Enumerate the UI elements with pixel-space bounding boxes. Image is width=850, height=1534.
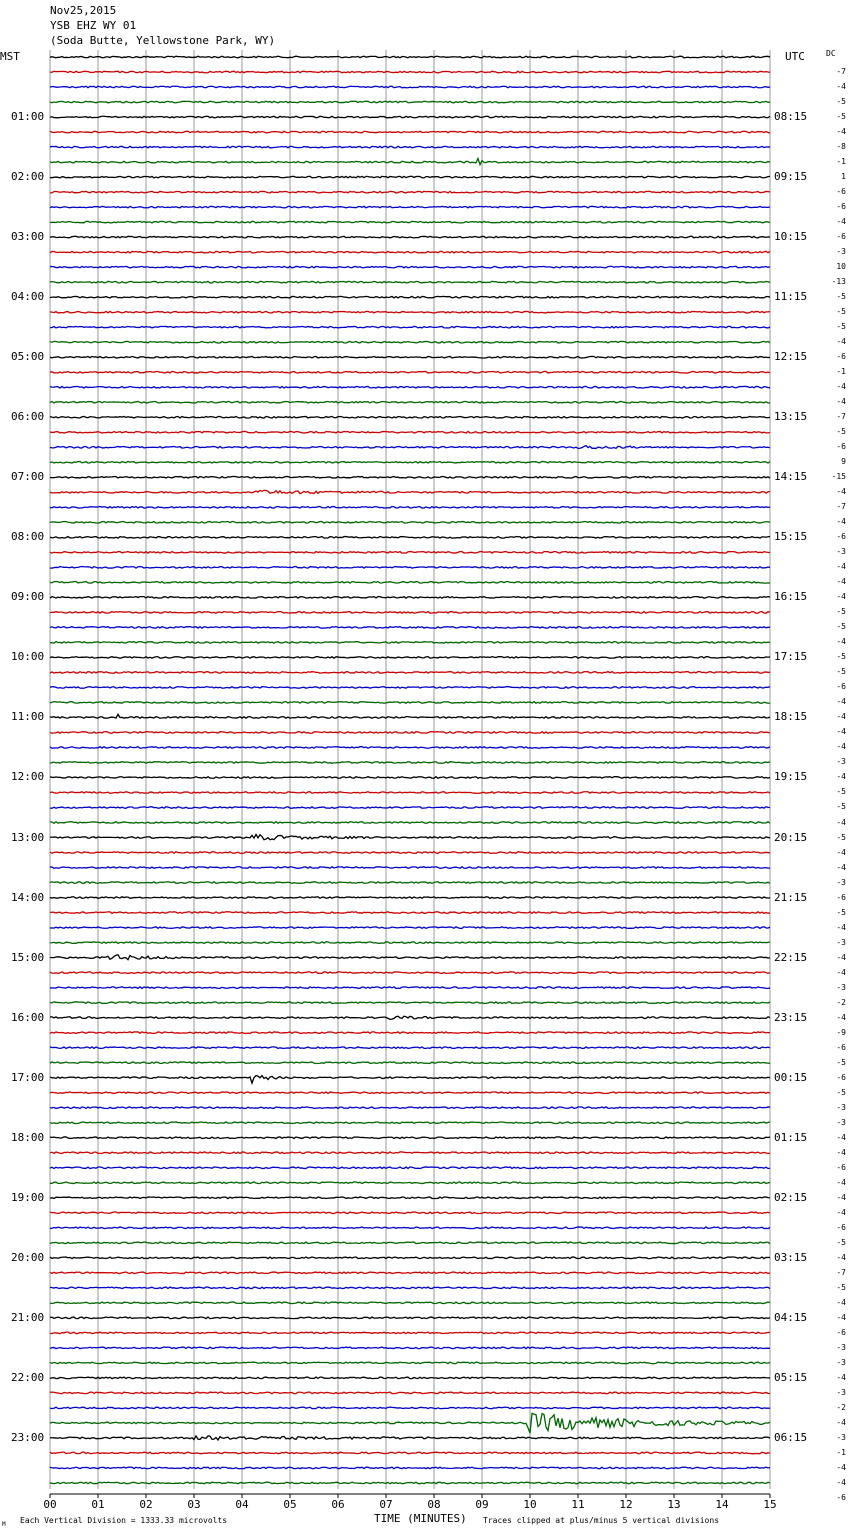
- dc-offset-value: -2: [836, 997, 846, 1007]
- dc-offset-value: -4: [836, 712, 846, 722]
- right-axis-title: UTC: [785, 50, 805, 63]
- trace-line-79: [50, 1242, 770, 1244]
- x-tick-label: 02: [139, 1498, 153, 1511]
- trace-line-75: [50, 1182, 770, 1184]
- mst-hour-label: 16:00: [11, 1010, 45, 1024]
- trace-line-12: [50, 236, 770, 238]
- trace-line-84: [50, 1317, 770, 1319]
- dc-offset-value: -4: [836, 817, 846, 827]
- dc-offset-value: -4: [836, 562, 846, 572]
- x-tick-label: 01: [91, 1498, 105, 1511]
- trace-line-23: [50, 401, 770, 403]
- dc-offset-value: -4: [836, 127, 846, 137]
- dc-offset-value: -4: [836, 1462, 846, 1472]
- trace-line-33: [50, 552, 770, 554]
- plot-date: Nov25,2015: [50, 4, 117, 17]
- dc-offset-value: -5: [836, 307, 846, 317]
- dc-offset-value: -5: [836, 622, 846, 632]
- utc-hour-label: 00:15: [774, 1070, 808, 1084]
- dc-offset-value: -4: [836, 922, 846, 932]
- dc-offset-value: -5: [836, 1087, 846, 1097]
- dc-offset-value: 1: [841, 172, 846, 182]
- utc-hour-label: 14:15: [774, 470, 808, 484]
- dc-offset-value: -6: [836, 1162, 846, 1172]
- x-axis-label: TIME (MINUTES): [374, 1512, 467, 1525]
- dc-offset-value: -4: [836, 1372, 846, 1382]
- trace-line-39: [50, 642, 770, 644]
- x-tick-label: 04: [235, 1498, 249, 1511]
- trace-line-45: [50, 732, 770, 734]
- x-tick-label: 12: [619, 1498, 633, 1511]
- trace-line-53: [50, 852, 770, 854]
- trace-line-81: [50, 1272, 770, 1274]
- clip-note: Traces clipped at plus/minus 5 vertical divisions: [483, 1516, 720, 1525]
- utc-hour-label: 03:15: [774, 1250, 808, 1264]
- dc-offset-value: -1: [836, 1447, 846, 1457]
- trace-line-69: [50, 1092, 770, 1094]
- dc-offset-value: -4: [836, 592, 846, 602]
- trace-line-88: [50, 1377, 770, 1379]
- mst-hour-label: 10:00: [11, 650, 45, 664]
- dc-offset-value: -5: [836, 112, 846, 122]
- dc-offset-value: -6: [836, 232, 846, 242]
- dc-offset-value: -3: [836, 877, 846, 887]
- x-tick-label: 15: [763, 1498, 777, 1511]
- dc-offset-value: -5: [836, 802, 846, 812]
- mst-hour-label: 23:00: [11, 1430, 45, 1444]
- trace-line-47: [50, 762, 770, 764]
- mst-hour-label: 17:00: [11, 1070, 45, 1084]
- dc-offset-value: -6: [836, 1042, 846, 1052]
- trace-line-20: [50, 356, 770, 358]
- dc-label: DC: [826, 49, 836, 58]
- dc-offset-value: -3: [836, 982, 846, 992]
- dc-offset-value: -4: [836, 1312, 846, 1322]
- dc-offset-value: -3: [836, 1432, 846, 1442]
- dc-offset-value: -4: [836, 742, 846, 752]
- dc-offset-value: -6: [836, 532, 846, 542]
- trace-line-35: [50, 582, 770, 584]
- utc-hour-label: 16:15: [774, 590, 808, 604]
- trace-line-49: [50, 792, 770, 794]
- dc-offset-value: -7: [836, 1267, 846, 1277]
- dc-offset-value: -4: [836, 1012, 846, 1022]
- trace-line-72: [50, 1137, 770, 1139]
- mst-hour-label: 12:00: [11, 770, 45, 784]
- mst-hour-label: 18:00: [11, 1130, 45, 1144]
- dc-offset-value: -5: [836, 787, 846, 797]
- utc-hour-label: 02:15: [774, 1190, 808, 1204]
- trace-line-85: [50, 1332, 770, 1334]
- mst-hour-label: 03:00: [11, 230, 45, 244]
- trace-line-50: [50, 807, 770, 809]
- trace-line-80: [50, 1257, 770, 1259]
- dc-offset-value: -3: [836, 757, 846, 767]
- trace-line-11: [50, 221, 770, 223]
- dc-offset-value: 10: [836, 262, 846, 272]
- trace-line-18: [50, 326, 770, 328]
- utc-hour-label: 10:15: [774, 230, 808, 244]
- dc-offset-value: -5: [836, 322, 846, 332]
- dc-offset-value: -4: [836, 1207, 846, 1217]
- utc-hour-label: 23:15: [774, 1010, 808, 1024]
- mst-hour-label: 06:00: [11, 410, 45, 424]
- dc-offset-value: -5: [836, 907, 846, 917]
- trace-line-68: [50, 1076, 770, 1084]
- dc-offset-value: -7: [836, 412, 846, 422]
- trace-line-7: [50, 158, 770, 164]
- trace-line-70: [50, 1107, 770, 1109]
- dc-offset-value: -4: [836, 1477, 846, 1487]
- trace-line-58: [50, 927, 770, 929]
- utc-hour-label: 13:15: [774, 410, 808, 424]
- utc-hour-label: 20:15: [774, 830, 808, 844]
- utc-hour-label: 06:15: [774, 1430, 808, 1444]
- dc-offset-value: -3: [836, 1102, 846, 1112]
- dc-offset-value: -13: [831, 277, 846, 287]
- dc-offset-value: -6: [836, 442, 846, 452]
- x-tick-label: 14: [715, 1498, 729, 1511]
- dc-offset-value: -4: [836, 952, 846, 962]
- mst-hour-label: 13:00: [11, 830, 45, 844]
- dc-offset-value: -1: [836, 367, 846, 377]
- dc-offset-value: -4: [836, 337, 846, 347]
- dc-offset-value: -4: [836, 727, 846, 737]
- utc-hour-label: 15:15: [774, 530, 808, 544]
- dc-offset-value: -6: [836, 1072, 846, 1082]
- dc-offset-value: -4: [836, 487, 846, 497]
- trace-line-9: [50, 191, 770, 193]
- dc-offset-value: -3: [836, 247, 846, 257]
- dc-offset-value: -3: [836, 1357, 846, 1367]
- mst-hour-label: 21:00: [11, 1310, 45, 1324]
- trace-line-48: [50, 777, 770, 779]
- trace-line-28: [50, 476, 770, 478]
- trace-line-25: [50, 431, 770, 433]
- trace-line-59: [50, 942, 770, 944]
- trace-line-4: [50, 116, 770, 118]
- utc-hour-label: 04:15: [774, 1310, 808, 1324]
- x-tick-label: 05: [283, 1498, 297, 1511]
- mst-hour-label: 14:00: [11, 890, 45, 904]
- dc-offset-value: -6: [836, 1222, 846, 1232]
- dc-offset-value: -5: [836, 1237, 846, 1247]
- dc-offset-value: -5: [836, 667, 846, 677]
- dc-offset-value: -4: [836, 967, 846, 977]
- mst-hour-label: 11:00: [11, 710, 45, 724]
- dc-offset-value: -5: [836, 607, 846, 617]
- dc-offset-value: -8: [836, 142, 846, 152]
- trace-line-41: [50, 672, 770, 674]
- trace-line-43: [50, 702, 770, 704]
- trace-line-13: [50, 251, 770, 253]
- mst-hour-label: 15:00: [11, 950, 45, 964]
- x-tick-label: 00: [43, 1498, 57, 1511]
- dc-offset-value: -2: [836, 1402, 846, 1412]
- trace-line-62: [50, 987, 770, 989]
- dc-offset-value: -4: [836, 1297, 846, 1307]
- trace-line-15: [50, 281, 770, 283]
- trace-line-63: [50, 1002, 770, 1004]
- utc-hour-label: 11:15: [774, 290, 808, 304]
- utc-hour-label: 09:15: [774, 170, 808, 184]
- mst-hour-label: 01:00: [11, 110, 45, 124]
- trace-line-3: [50, 101, 770, 103]
- dc-offset-value: -5: [836, 652, 846, 662]
- trace-line-95: [50, 1482, 770, 1484]
- trace-line-54: [50, 867, 770, 869]
- dc-offset-value: -5: [836, 1057, 846, 1067]
- mst-hour-label: 04:00: [11, 290, 45, 304]
- trace-line-91: [50, 1413, 770, 1433]
- dc-offset-value: -15: [831, 472, 846, 482]
- trace-line-26: [50, 446, 770, 449]
- dc-offset-value: -7: [836, 67, 846, 76]
- trace-line-90: [50, 1407, 770, 1409]
- dc-offset-value: -5: [836, 1282, 846, 1292]
- trace-line-61: [50, 972, 770, 974]
- dc-offset-value: -4: [836, 1417, 846, 1427]
- dc-offset-value: -4: [836, 697, 846, 707]
- mst-hour-label: 20:00: [11, 1250, 45, 1264]
- trace-line-78: [50, 1227, 770, 1229]
- trace-line-5: [50, 131, 770, 133]
- left-axis-title: MST: [0, 50, 20, 63]
- utc-hour-label: 19:15: [774, 770, 808, 784]
- mst-hour-label: 09:00: [11, 590, 45, 604]
- trace-line-0: [50, 56, 770, 58]
- trace-line-74: [50, 1167, 770, 1169]
- trace-line-17: [50, 311, 770, 313]
- mst-hour-label: 05:00: [11, 350, 45, 364]
- seismic-traces: [50, 56, 770, 1484]
- dc-offset-value: -4: [836, 1132, 846, 1142]
- trace-line-77: [50, 1212, 770, 1214]
- trace-line-86: [50, 1347, 770, 1349]
- trace-line-1: [50, 71, 770, 73]
- trace-line-64: [50, 1016, 770, 1019]
- dc-offset-value: -5: [836, 97, 846, 107]
- corner-mark: M: [2, 1521, 6, 1528]
- dc-offset-value: -4: [836, 637, 846, 647]
- x-tick-label: 08: [427, 1498, 441, 1511]
- trace-line-31: [50, 522, 770, 524]
- trace-line-2: [50, 86, 770, 88]
- trace-line-55: [50, 882, 770, 884]
- trace-line-83: [50, 1302, 770, 1304]
- x-tick-label: 07: [379, 1498, 393, 1511]
- x-tick-label: 06: [331, 1498, 345, 1511]
- dc-offset-value: -4: [836, 517, 846, 527]
- trace-line-65: [50, 1032, 770, 1034]
- trace-line-24: [50, 416, 770, 418]
- mst-hour-label: 08:00: [11, 530, 45, 544]
- dc-offset-value: -6: [836, 187, 846, 197]
- trace-line-93: [50, 1452, 770, 1454]
- dc-offset-value: -6: [836, 682, 846, 692]
- trace-line-89: [50, 1392, 770, 1394]
- utc-hour-label: 21:15: [774, 890, 808, 904]
- x-tick-label: 10: [523, 1498, 537, 1511]
- mst-hour-label: 19:00: [11, 1190, 45, 1204]
- trace-line-42: [50, 687, 770, 689]
- trace-line-92: [50, 1436, 770, 1440]
- utc-hour-label: 17:15: [774, 650, 808, 664]
- dc-offset-value: -4: [836, 82, 846, 91]
- trace-line-66: [50, 1047, 770, 1049]
- dc-offset-value: -3: [836, 937, 846, 947]
- trace-line-60: [50, 955, 770, 960]
- x-tick-label: 09: [475, 1498, 489, 1511]
- dc-offset-value: -5: [836, 292, 846, 302]
- trace-line-8: [50, 176, 770, 178]
- dc-offset-value: -6: [836, 1492, 846, 1502]
- dc-offset-value: -4: [836, 1177, 846, 1187]
- dc-offset-value: -3: [836, 547, 846, 557]
- dc-offset-value: -4: [836, 772, 846, 782]
- dc-offset-value: -6: [836, 1327, 846, 1337]
- trace-line-21: [50, 371, 770, 373]
- trace-line-73: [50, 1152, 770, 1154]
- dc-offset-value: -4: [836, 577, 846, 587]
- trace-line-52: [50, 834, 770, 839]
- dc-offset-value: -4: [836, 1252, 846, 1262]
- trace-line-36: [50, 597, 770, 599]
- dc-offset-value: -6: [836, 352, 846, 362]
- utc-hour-label: 05:15: [774, 1370, 808, 1384]
- trace-line-87: [50, 1362, 770, 1364]
- trace-line-44: [50, 714, 770, 718]
- utc-hour-label: 12:15: [774, 350, 808, 364]
- mst-hour-label: 22:00: [11, 1370, 45, 1384]
- trace-line-51: [50, 822, 770, 824]
- trace-line-32: [50, 537, 770, 539]
- trace-line-27: [50, 461, 770, 463]
- trace-line-29: [50, 490, 770, 493]
- trace-line-82: [50, 1287, 770, 1289]
- dc-offset-value: -3: [836, 1387, 846, 1397]
- trace-line-76: [50, 1197, 770, 1199]
- mst-hour-label: 02:00: [11, 170, 45, 184]
- dc-offset-value: 9: [841, 457, 846, 467]
- dc-offset-value: -6: [836, 202, 846, 212]
- dc-offset-value: -4: [836, 1192, 846, 1202]
- dc-offset-value: -4: [836, 862, 846, 872]
- trace-line-19: [50, 341, 770, 343]
- dc-offset-value: -4: [836, 397, 846, 407]
- x-tick-label: 11: [571, 1498, 585, 1511]
- x-tick-label: 03: [187, 1498, 201, 1511]
- dc-offset-value: -4: [836, 847, 846, 857]
- trace-line-57: [50, 912, 770, 914]
- trace-line-94: [50, 1467, 770, 1469]
- trace-line-22: [50, 386, 770, 388]
- trace-line-37: [50, 612, 770, 614]
- trace-line-16: [50, 296, 770, 298]
- dc-offset-value: -3: [836, 1342, 846, 1352]
- x-tick-label: 13: [667, 1498, 681, 1511]
- trace-line-67: [50, 1062, 770, 1064]
- station-location: (Soda Butte, Yellowstone Park, WY): [50, 34, 276, 47]
- utc-hour-label: 08:15: [774, 110, 808, 124]
- trace-line-30: [50, 507, 770, 509]
- scale-note: Each Vertical Division = 1333.33 microvolts: [20, 1516, 228, 1525]
- trace-line-56: [50, 897, 770, 899]
- dc-offset-value: -7: [836, 502, 846, 512]
- utc-hour-label: 18:15: [774, 710, 808, 724]
- dc-offset-value: -5: [836, 427, 846, 437]
- trace-line-71: [50, 1122, 770, 1124]
- station-code: YSB EHZ WY 01: [50, 19, 137, 32]
- trace-line-14: [50, 266, 770, 268]
- dc-offset-value: -9: [836, 1027, 846, 1037]
- utc-hour-label: 22:15: [774, 950, 808, 964]
- dc-offset-value: -1: [836, 157, 846, 167]
- mst-hour-label: 07:00: [11, 470, 45, 484]
- trace-line-34: [50, 567, 770, 569]
- utc-hour-label: 01:15: [774, 1130, 808, 1144]
- trace-line-10: [50, 206, 770, 208]
- trace-line-38: [50, 627, 770, 629]
- trace-line-40: [50, 657, 770, 659]
- dc-offset-value: -6: [836, 892, 846, 902]
- dc-offset-value: -4: [836, 217, 846, 227]
- dc-offset-value: -4: [836, 1147, 846, 1157]
- dc-offset-value: -3: [836, 1117, 846, 1127]
- dc-offset-value: -5: [836, 832, 846, 842]
- trace-line-6: [50, 146, 770, 148]
- dc-offset-value: -4: [836, 382, 846, 392]
- trace-line-46: [50, 747, 770, 749]
- x-tick-labels: [43, 1494, 776, 1511]
